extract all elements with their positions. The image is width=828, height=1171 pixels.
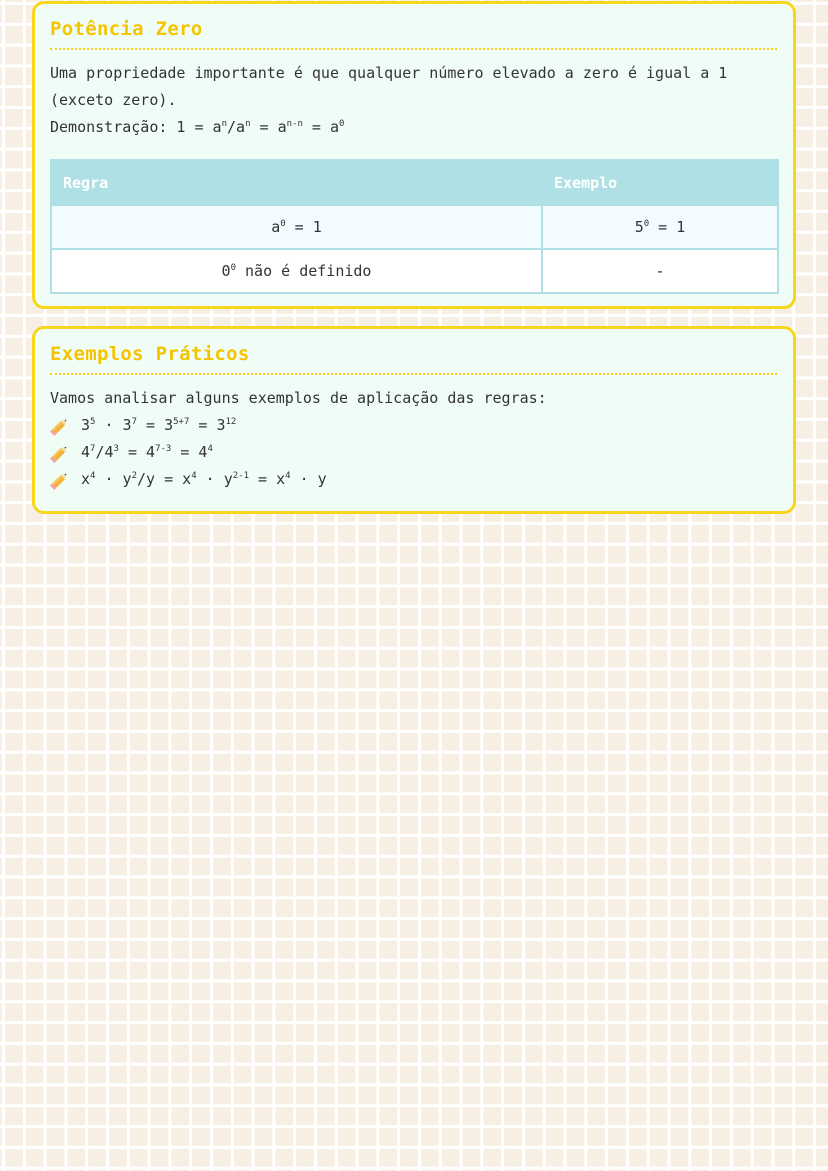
expr-part: /4 <box>95 443 114 461</box>
rule-sup: 0 <box>280 219 286 229</box>
expr-sup: 4 <box>191 471 197 481</box>
example-base: 5 <box>634 218 644 236</box>
zero-power-intro: Uma propriedade importante é que qualquer número elevado a zero é igual a 1 (exceto zero). <box>50 64 728 109</box>
practical-examples-intro: Vamos analisar alguns exemplos de aplicação das regras: <box>50 389 547 407</box>
example-cell <box>542 205 778 249</box>
expr-part: = 3 <box>137 416 174 434</box>
expr-sup: 5+7 <box>173 417 190 427</box>
expr-sup: 3 <box>113 444 119 454</box>
rule-rest: não é definido <box>235 262 372 280</box>
expr-part: 3 <box>81 416 91 434</box>
demo-part: = a <box>250 118 287 136</box>
demo-part: = a <box>302 118 340 136</box>
practical-examples-card <box>32 326 796 514</box>
rule-base: a <box>271 218 281 236</box>
example-expression <box>81 412 236 439</box>
expr-part: = 4 <box>118 443 156 461</box>
demo-sup: n <box>221 119 228 129</box>
pencil-icon <box>50 416 70 436</box>
expr-sup: 5 <box>90 417 96 427</box>
demo-sup: n <box>245 119 251 129</box>
expr-sup: 7 <box>131 417 137 427</box>
expr-sup: 4 <box>285 471 291 481</box>
demo-part: /a <box>227 118 246 136</box>
zero-power-card <box>32 1 796 309</box>
rule-sup: 0 <box>230 263 236 273</box>
list-item <box>50 439 777 466</box>
list-item <box>50 466 777 493</box>
expr-sup: 4 <box>90 471 96 481</box>
expr-part: /y = x <box>137 470 192 488</box>
zero-power-title: Potência Zero <box>50 18 777 50</box>
expr-part: · 3 <box>95 416 132 434</box>
zero-power-rules-table <box>50 159 779 294</box>
table-row <box>51 205 778 249</box>
expr-sup: 2 <box>131 471 137 481</box>
expr-part: = 3 <box>189 416 226 434</box>
expr-sup: 4 <box>207 444 213 454</box>
expr-sup: 7-3 <box>155 444 172 454</box>
pencil-icon <box>50 443 70 463</box>
rule-rest: = 1 <box>285 218 322 236</box>
expr-part: = 4 <box>171 443 208 461</box>
pencil-icon <box>50 470 70 490</box>
example-expression <box>81 439 213 466</box>
rule-base: 0 <box>221 262 231 280</box>
table-row <box>51 249 778 293</box>
header-example: Exemplo <box>542 160 778 205</box>
expr-sup: 7 <box>90 444 96 454</box>
example-cell: - <box>542 249 778 293</box>
demo-sup: n-n <box>286 119 303 129</box>
expr-part: · y <box>290 470 327 488</box>
expr-sup: 2-1 <box>232 471 249 481</box>
expr-part: · y <box>95 470 132 488</box>
zero-power-demonstration <box>50 114 777 141</box>
example-sup: 0 <box>643 219 650 229</box>
header-rule: Regra <box>51 160 542 205</box>
example-expression <box>81 466 327 493</box>
expr-part: · y <box>196 470 233 488</box>
list-item <box>50 412 777 439</box>
demo-sup: 0 <box>339 119 345 129</box>
rule-cell <box>51 249 542 293</box>
expr-part: x <box>81 470 91 488</box>
expr-part: 4 <box>81 443 91 461</box>
demo-prefix: Demonstração: 1 = a <box>50 118 222 136</box>
expr-sup: 12 <box>225 417 237 427</box>
example-rest: = 1 <box>649 218 686 236</box>
practical-examples-title: Exemplos Práticos <box>50 343 777 375</box>
rule-cell <box>51 205 542 249</box>
expr-part: = x <box>249 470 286 488</box>
